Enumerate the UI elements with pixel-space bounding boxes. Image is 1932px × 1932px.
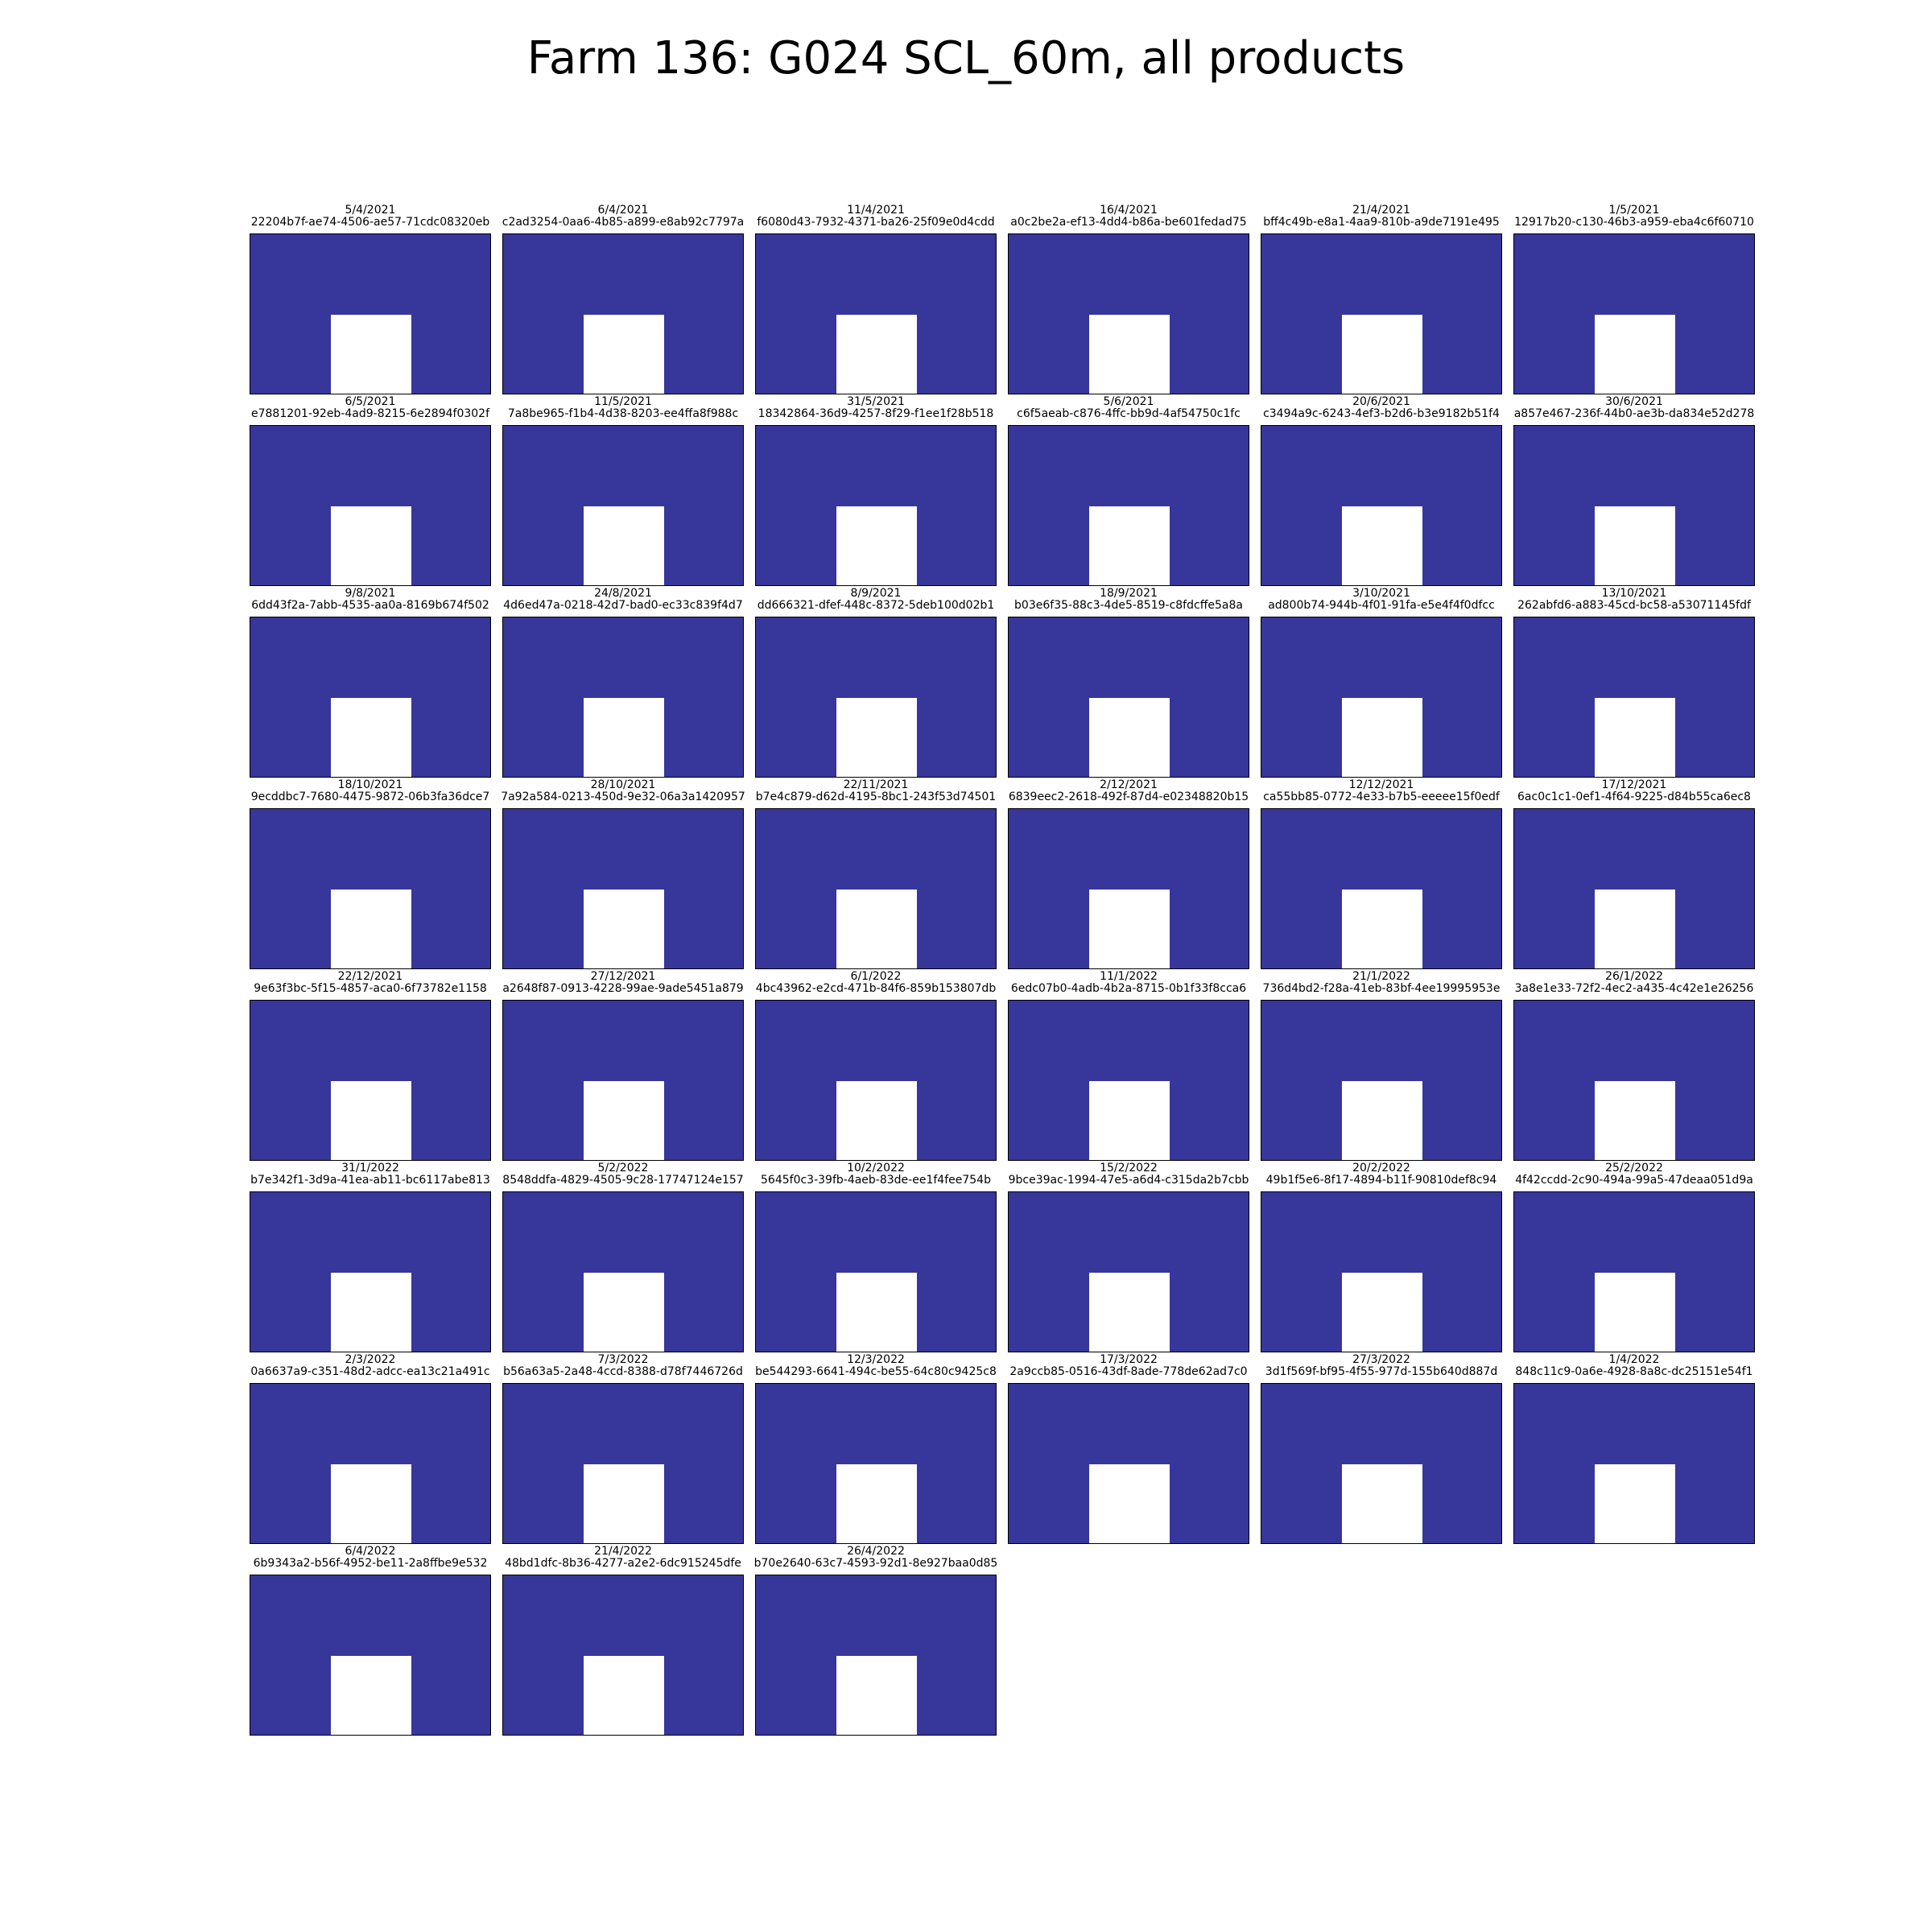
panel-product-id: 6839eec2-2618-492f-87d4-e02348820b15: [1008, 791, 1249, 803]
panel-product-id: e7881201-92eb-4ad9-8215-6e2894f0302f: [250, 407, 490, 420]
scl-raster: [502, 425, 744, 586]
panel-product-id: 3d1f569f-bf95-4f55-977d-155b640d887d: [1265, 1365, 1498, 1378]
scl-raster: [250, 1000, 491, 1161]
scl-raster: [250, 617, 491, 778]
scl-raster: [1008, 233, 1249, 394]
scl-raster: [1261, 425, 1502, 586]
panel-date: 22/12/2021: [337, 970, 403, 983]
panel-product-id: 0a6637a9-c351-48d2-adcc-ea13c21a491c: [250, 1365, 490, 1378]
panel-product-id: a857e467-236f-44b0-ae3b-da834e52d278: [1513, 407, 1755, 420]
nodata-region: [331, 698, 411, 778]
nodata-region: [1089, 1464, 1170, 1544]
panel-product-id: c3494a9c-6243-4ef3-b2d6-b3e9182b51f4: [1263, 407, 1500, 420]
panel-date: 21/4/2022: [594, 1545, 652, 1558]
panel-date: 30/6/2021: [1605, 395, 1663, 408]
nodata-region: [836, 1464, 917, 1544]
nodata-region: [331, 1081, 411, 1161]
panel-date: 12/3/2022: [847, 1353, 905, 1366]
panel-date: 17/12/2021: [1601, 778, 1667, 791]
nodata-region: [836, 506, 917, 586]
scl-raster: [755, 1575, 997, 1736]
scl-raster: [502, 617, 744, 778]
panel-date: 5/4/2021: [345, 204, 396, 217]
scl-raster: [1513, 1191, 1755, 1352]
panel-date: 20/6/2021: [1352, 395, 1410, 408]
scl-raster: [250, 1575, 491, 1736]
panel-product-id: ad800b74-944b-4f01-91fa-e5e4f4f0dfcc: [1268, 599, 1495, 612]
scl-raster: [1513, 233, 1755, 394]
panel-date: 15/2/2022: [1100, 1162, 1158, 1174]
nodata-region: [1342, 506, 1422, 586]
nodata-region: [331, 1273, 411, 1352]
panel-date: 18/10/2021: [337, 778, 403, 791]
panel-product-id: 6b9343a2-b56f-4952-be11-2a8ffbe9e532: [253, 1557, 488, 1570]
scl-raster: [1261, 1000, 1502, 1161]
panel-date: 6/5/2021: [345, 395, 396, 408]
panel-date: 24/8/2021: [594, 587, 652, 600]
scl-raster: [755, 617, 997, 778]
scl-raster: [502, 233, 744, 394]
panel-date: 21/1/2022: [1352, 970, 1410, 983]
panel-product-id: 2a9ccb85-0516-43df-8ade-778de62ad7c0: [1009, 1365, 1248, 1378]
nodata-region: [584, 1273, 664, 1352]
panel-product-id: b70e2640-63c7-4593-92d1-8e927baa0d85: [753, 1557, 998, 1570]
panel-date: 5/6/2021: [1103, 395, 1154, 408]
panel-product-id: 4f42ccdd-2c90-494a-99a5-47deaa051d9a: [1515, 1174, 1753, 1187]
panel-product-id: 6edc07b0-4adb-4b2a-8715-0b1f33f8cca6: [1010, 982, 1247, 995]
scl-raster: [250, 425, 491, 586]
panel-product-id: 3a8e1e33-72f2-4ec2-a435-4c42e1e26256: [1514, 982, 1754, 995]
panel-date: 11/5/2021: [594, 395, 652, 408]
nodata-region: [1342, 1464, 1422, 1544]
panel-date: 27/3/2022: [1352, 1353, 1410, 1366]
panel-product-id: 22204b7f-ae74-4506-ae57-71cdc08320eb: [250, 216, 490, 229]
panel-date: 6/4/2022: [345, 1545, 396, 1558]
panel-product-id: 848c11c9-0a6e-4928-8a8c-dc25151e54f1: [1515, 1365, 1753, 1378]
scl-raster: [1008, 425, 1249, 586]
panel-date: 12/12/2021: [1348, 778, 1414, 791]
panel-date: 22/11/2021: [843, 778, 909, 791]
panel-product-id: 7a8be965-f1b4-4d38-8203-ee4ffa8f988c: [507, 407, 739, 420]
scl-raster: [1261, 1191, 1502, 1352]
panel-product-id: 9bce39ac-1994-47e5-a6d4-c315da2b7cbb: [1008, 1174, 1249, 1187]
scl-raster: [250, 808, 491, 969]
panel-date: 1/4/2022: [1608, 1353, 1660, 1366]
nodata-region: [1342, 890, 1422, 969]
panel-date: 6/4/2021: [597, 204, 649, 217]
panel-product-id: c2ad3254-0aa6-4b85-a899-e8ab92c7797a: [502, 216, 745, 229]
panel-product-id: dd666321-dfef-448c-8372-5deb100d02b1: [757, 599, 995, 612]
panel-product-id: b03e6f35-88c3-4de5-8519-c8fdcffe5a8a: [1014, 599, 1243, 612]
nodata-region: [836, 1273, 917, 1352]
panel-product-id: ca55bb85-0772-4e33-b7b5-eeeee15f0edf: [1263, 791, 1500, 803]
panel-date: 17/3/2022: [1100, 1353, 1158, 1366]
panel-product-id: a0c2be2a-ef13-4dd4-b86a-be601fedad75: [1010, 216, 1247, 229]
nodata-region: [836, 890, 917, 969]
nodata-region: [1595, 315, 1675, 394]
nodata-region: [1342, 1273, 1422, 1352]
nodata-region: [1595, 1273, 1675, 1352]
figure-title: Farm 136: G024 SCL_60m, all products: [526, 32, 1406, 85]
panel-product-id: 6ac0c1c1-0ef1-4f64-9225-d84b55ca6ec8: [1517, 791, 1751, 803]
panel-product-id: b7e4c879-d62d-4195-8bc1-243f53d74501: [755, 791, 997, 803]
panel-date: 27/12/2021: [590, 970, 656, 983]
nodata-region: [836, 1081, 917, 1161]
nodata-region: [1342, 1081, 1422, 1161]
scl-raster: [1008, 617, 1249, 778]
nodata-region: [1595, 890, 1675, 969]
scl-raster: [755, 808, 997, 969]
scl-raster: [755, 1191, 997, 1352]
nodata-region: [1089, 506, 1170, 586]
panel-date: 1/5/2021: [1608, 204, 1660, 217]
scl-raster: [1008, 808, 1249, 969]
scl-raster: [1008, 1191, 1249, 1352]
panel-date: 13/10/2021: [1601, 587, 1667, 600]
nodata-region: [331, 890, 411, 969]
panel-date: 3/10/2021: [1352, 587, 1410, 600]
scl-raster: [502, 1191, 744, 1352]
scl-raster: [1261, 233, 1502, 394]
scl-raster: [755, 1383, 997, 1544]
panel-date: 8/9/2021: [850, 587, 902, 600]
nodata-region: [836, 315, 917, 394]
panel-date: 25/2/2022: [1605, 1162, 1663, 1174]
panel-product-id: b56a63a5-2a48-4ccd-8388-d78f7446726d: [503, 1365, 743, 1378]
panel-product-id: b7e342f1-3d9a-41ea-ab11-bc6117abe813: [250, 1174, 490, 1187]
panel-product-id: 8548ddfa-4829-4505-9c28-17747124e157: [502, 1174, 744, 1187]
panel-date: 11/1/2022: [1100, 970, 1158, 983]
nodata-region: [584, 890, 664, 969]
scl-raster: [1513, 425, 1755, 586]
nodata-region: [1342, 315, 1422, 394]
nodata-region: [1342, 698, 1422, 778]
panel-date: 26/4/2022: [847, 1545, 905, 1558]
panel-product-id: 9e63f3bc-5f15-4857-aca0-6f73782e1158: [254, 982, 487, 995]
scl-raster: [1513, 1000, 1755, 1161]
panel-product-id: be544293-6641-494c-be55-64c80c9425c8: [755, 1365, 997, 1378]
scl-raster: [1513, 1383, 1755, 1544]
nodata-region: [1089, 1081, 1170, 1161]
panel-product-id: 49b1f5e6-8f17-4894-b11f-90810def8c94: [1265, 1174, 1497, 1187]
panel-date: 11/4/2021: [847, 204, 905, 217]
scl-raster: [1513, 617, 1755, 778]
scl-raster: [1008, 1000, 1249, 1161]
scl-raster: [502, 1575, 744, 1736]
panel-product-id: 6dd43f2a-7abb-4535-aa0a-8169b674f502: [251, 599, 489, 612]
nodata-region: [1595, 506, 1675, 586]
nodata-region: [584, 1656, 664, 1736]
nodata-region: [331, 1464, 411, 1544]
nodata-region: [331, 315, 411, 394]
panel-product-id: c6f5aeab-c876-4ffc-bb9d-4af54750c1fc: [1017, 407, 1241, 420]
panel-product-id: a2648f87-0913-4228-99ae-9ade5451a879: [502, 982, 744, 995]
panel-product-id: f6080d43-7932-4371-ba26-25f09e0d4cdd: [757, 216, 995, 229]
panel-date: 2/3/2022: [345, 1353, 396, 1366]
panel-product-id: 736d4bd2-f28a-41eb-83bf-4ee19995953e: [1262, 982, 1501, 995]
scl-raster: [1261, 1383, 1502, 1544]
scl-raster: [755, 1000, 997, 1161]
scl-raster: [755, 233, 997, 394]
nodata-region: [1089, 698, 1170, 778]
nodata-region: [584, 506, 664, 586]
scl-raster: [502, 808, 744, 969]
panel-date: 18/9/2021: [1100, 587, 1158, 600]
nodata-region: [331, 1656, 411, 1736]
nodata-region: [584, 698, 664, 778]
scl-raster: [502, 1000, 744, 1161]
nodata-region: [1089, 315, 1170, 394]
nodata-region: [331, 506, 411, 586]
scl-raster: [755, 425, 997, 586]
panel-date: 7/3/2022: [597, 1353, 649, 1366]
panel-product-id: 9ecddbc7-7680-4475-9872-06b3fa36dce7: [250, 791, 490, 803]
panel-date: 5/2/2022: [597, 1162, 649, 1174]
panel-date: 2/12/2021: [1100, 778, 1158, 791]
nodata-region: [1595, 1464, 1675, 1544]
nodata-region: [584, 1464, 664, 1544]
nodata-region: [1595, 698, 1675, 778]
scl-raster: [1261, 808, 1502, 969]
panel-product-id: 18342864-36d9-4257-8f29-f1ee1f28b518: [758, 407, 994, 420]
nodata-region: [1089, 1273, 1170, 1352]
panel-product-id: 12917b20-c130-46b3-a959-eba4c6f60710: [1514, 216, 1754, 229]
nodata-region: [584, 1081, 664, 1161]
panel-date: 28/10/2021: [590, 778, 656, 791]
panel-date: 9/8/2021: [345, 587, 396, 600]
scl-raster: [250, 1191, 491, 1352]
panel-date: 20/2/2022: [1352, 1162, 1410, 1174]
scl-raster: [1261, 617, 1502, 778]
panel-date: 31/1/2022: [341, 1162, 399, 1174]
nodata-region: [584, 315, 664, 394]
panel-date: 16/4/2021: [1100, 204, 1158, 217]
panel-date: 6/1/2022: [850, 970, 902, 983]
scl-raster: [250, 1383, 491, 1544]
panel-product-id: 4bc43962-e2cd-471b-84f6-859b153807db: [755, 982, 997, 995]
panel-date: 21/4/2021: [1352, 204, 1410, 217]
scl-raster: [1513, 808, 1755, 969]
panel-date: 26/1/2022: [1605, 970, 1663, 983]
nodata-region: [836, 698, 917, 778]
panel-product-id: bff4c49b-e8a1-4aa9-810b-a9de7191e495: [1263, 216, 1500, 229]
nodata-region: [836, 1656, 917, 1736]
panel-date: 10/2/2022: [847, 1162, 905, 1174]
nodata-region: [1089, 890, 1170, 969]
scl-raster: [1008, 1383, 1249, 1544]
panel-product-id: 7a92a584-0213-450d-9e32-06a3a1420957: [501, 791, 745, 803]
scl-raster: [502, 1383, 744, 1544]
scl-raster: [250, 233, 491, 394]
panel-product-id: 48bd1dfc-8b36-4277-a2e2-6dc915245dfe: [505, 1557, 741, 1570]
nodata-region: [1595, 1081, 1675, 1161]
panel-date: 31/5/2021: [847, 395, 905, 408]
panel-product-id: 262abfd6-a883-45cd-bc58-a53071145fdf: [1517, 599, 1751, 612]
panel-product-id: 5645f0c3-39fb-4aeb-83de-ee1f4fee754b: [761, 1174, 991, 1187]
panel-product-id: 4d6ed47a-0218-42d7-bad0-ec33c839f4d7: [503, 599, 743, 612]
